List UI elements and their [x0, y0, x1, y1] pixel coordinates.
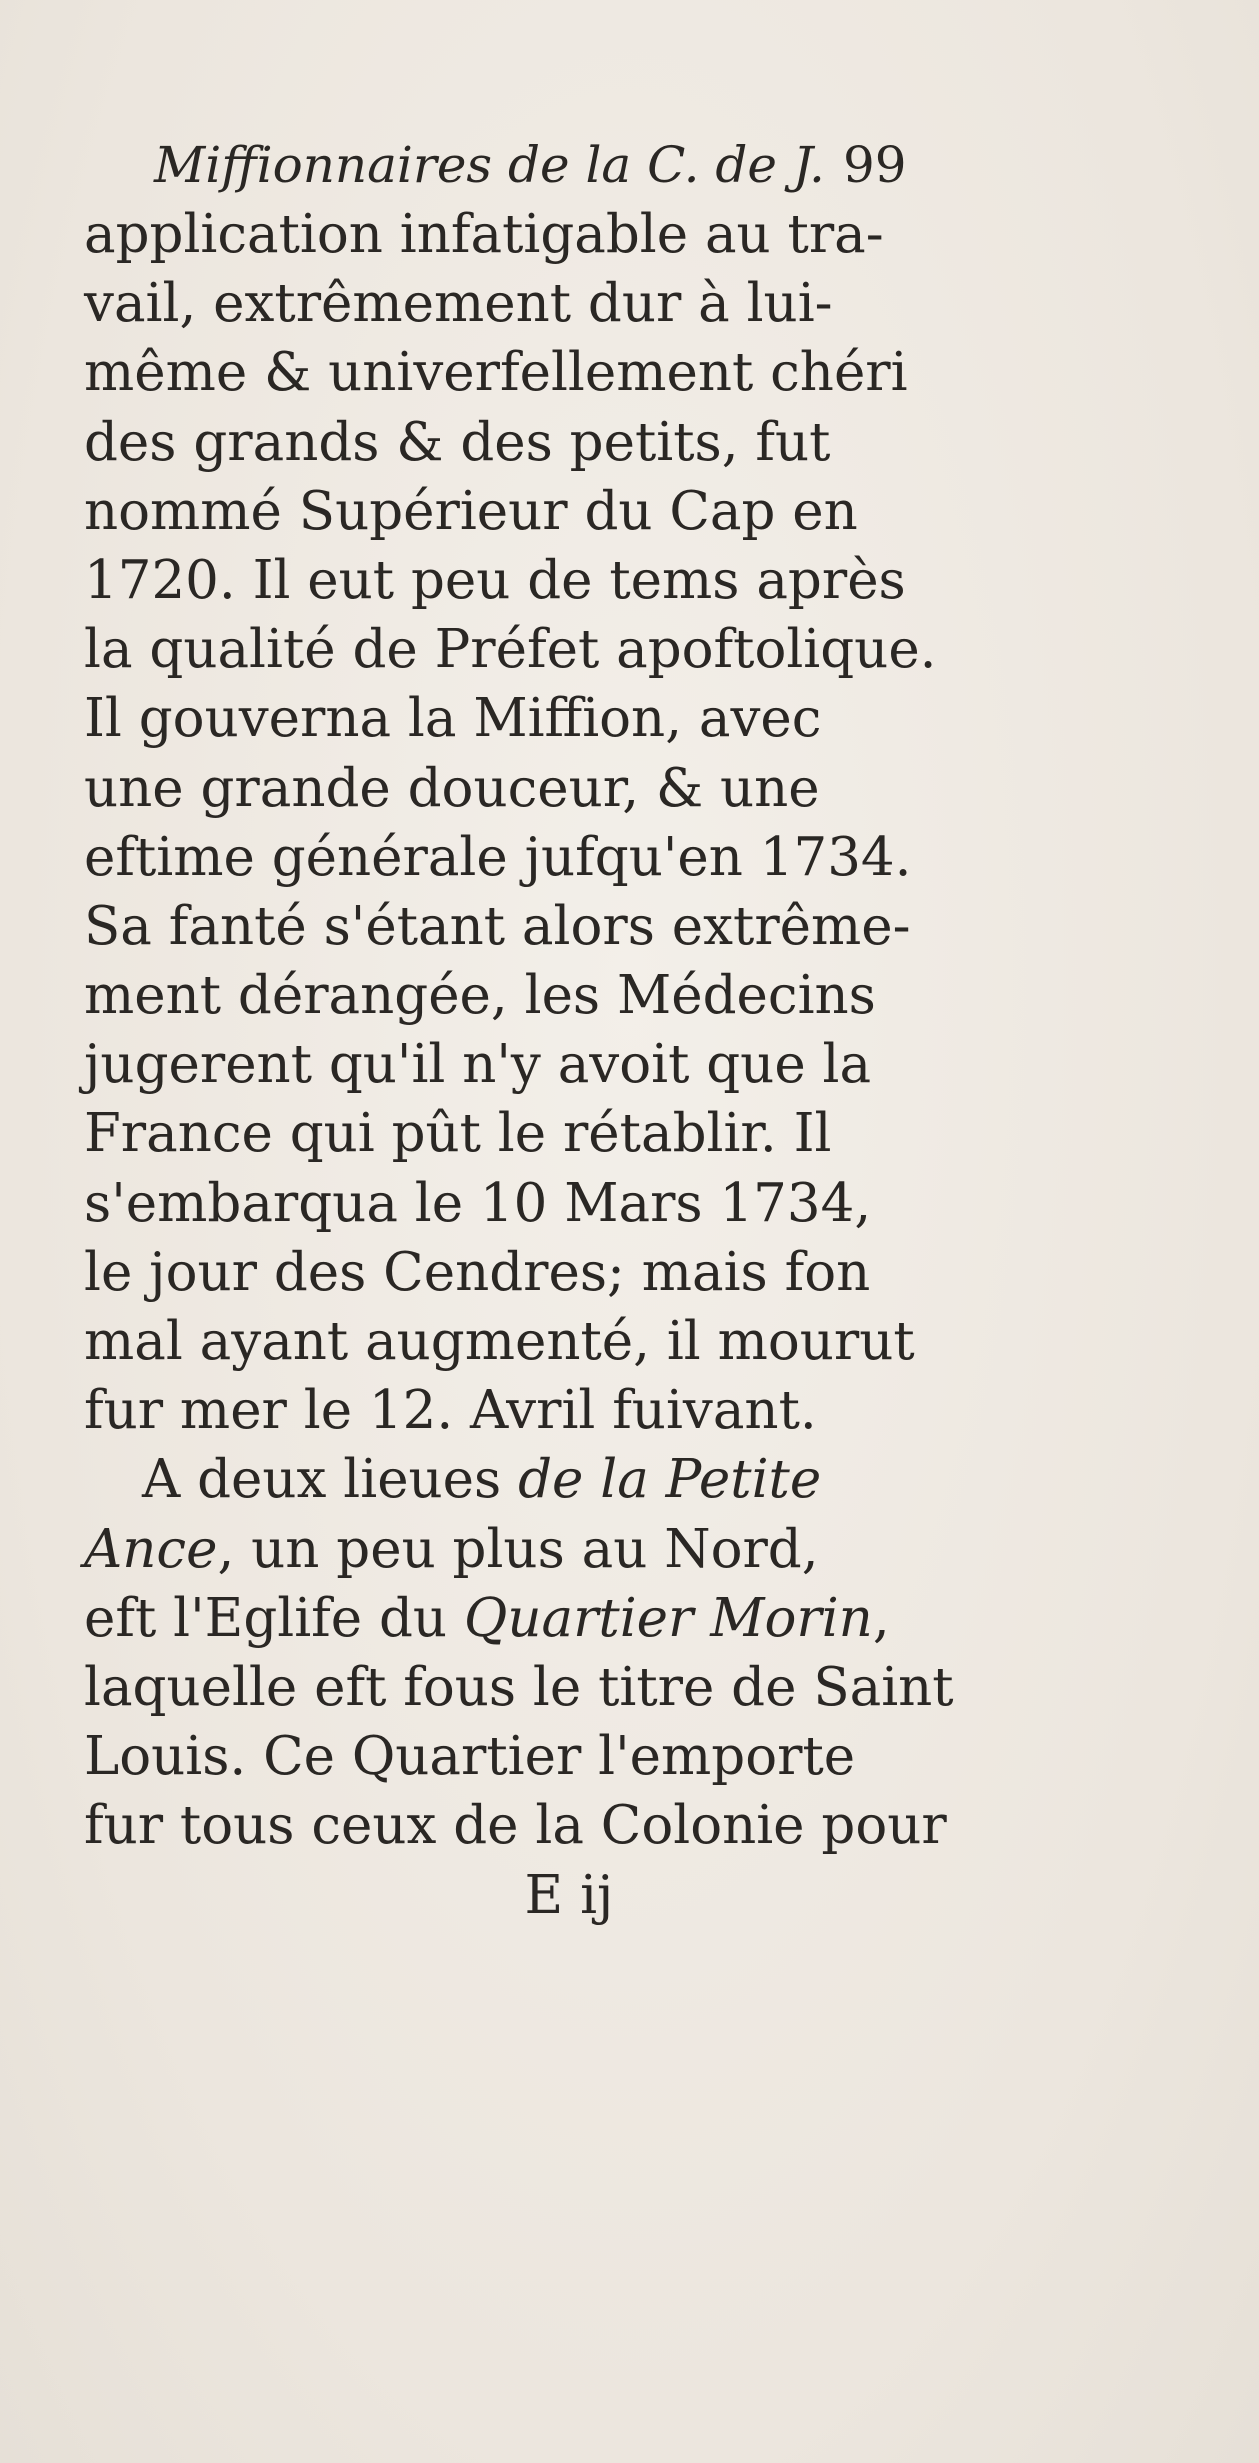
- paragraph-2-line-1: [84, 1445, 1014, 1514]
- paragraph-2-line-2: [84, 1515, 1014, 1584]
- page-number: 99: [842, 136, 907, 194]
- text-line: le jour des Cendres; mais fon: [84, 1241, 871, 1303]
- text-line: la qualité de Préfet apoftolique.: [84, 619, 937, 681]
- text-span: A deux lieues: [142, 1449, 519, 1511]
- text-line: même & univerfellement chéri: [84, 342, 908, 404]
- text-line: application infatigable au tra-: [84, 204, 884, 265]
- text-line: Louis. Ce Quartier l'emporte: [84, 1726, 856, 1788]
- running-head-title: Miffionnaires de la C. de J.: [154, 136, 825, 194]
- text-line: s'embarqua le 10 Mars 1734,: [84, 1172, 872, 1234]
- place-name-italic: Ance: [84, 1518, 218, 1580]
- text-line: fur mer le 12. Avril fuivant.: [84, 1380, 817, 1442]
- text-line: laquelle eft fous le titre de Saint: [84, 1656, 954, 1718]
- text-line: Sa fanté s'étant alors extrême-: [84, 895, 911, 957]
- text-line: fur tous ceux de la Colonie pour: [84, 1795, 947, 1857]
- text-line: une grande douceur, & une: [84, 757, 820, 819]
- signature-mark: E ij: [524, 1864, 614, 1926]
- running-head: [84, 130, 1014, 200]
- text-line: jugerent qu'il n'y avoit que la: [84, 1034, 872, 1096]
- place-name-italic: de la Petite: [518, 1449, 822, 1511]
- text-line: eftime générale jufqu'en 1734.: [84, 826, 912, 888]
- text-span: eft l'Eglife du: [84, 1587, 464, 1649]
- text-span: , un peu plus au Nord,: [217, 1518, 819, 1580]
- text-line: nommé Supérieur du Cap en: [84, 480, 858, 542]
- text-block: [84, 130, 1014, 1930]
- paragraph-2-line-3: [84, 1584, 1014, 1653]
- place-name-italic: Quartier Morin: [463, 1587, 873, 1649]
- text-span: ,: [872, 1587, 890, 1649]
- text-line: vail, extrêmement dur à lui-: [84, 273, 833, 335]
- text-line: ment dérangée, les Médecins: [84, 965, 876, 1027]
- text-line: France qui pût le rétablir. Il: [84, 1103, 832, 1165]
- text-line: 1720. Il eut peu de tems après: [84, 549, 906, 611]
- text-line: Il gouverna la Miffion, avec: [84, 688, 822, 750]
- text-line: des grands & des petits, fut: [84, 411, 831, 473]
- text-line: mal ayant augmenté, il mourut: [84, 1311, 915, 1372]
